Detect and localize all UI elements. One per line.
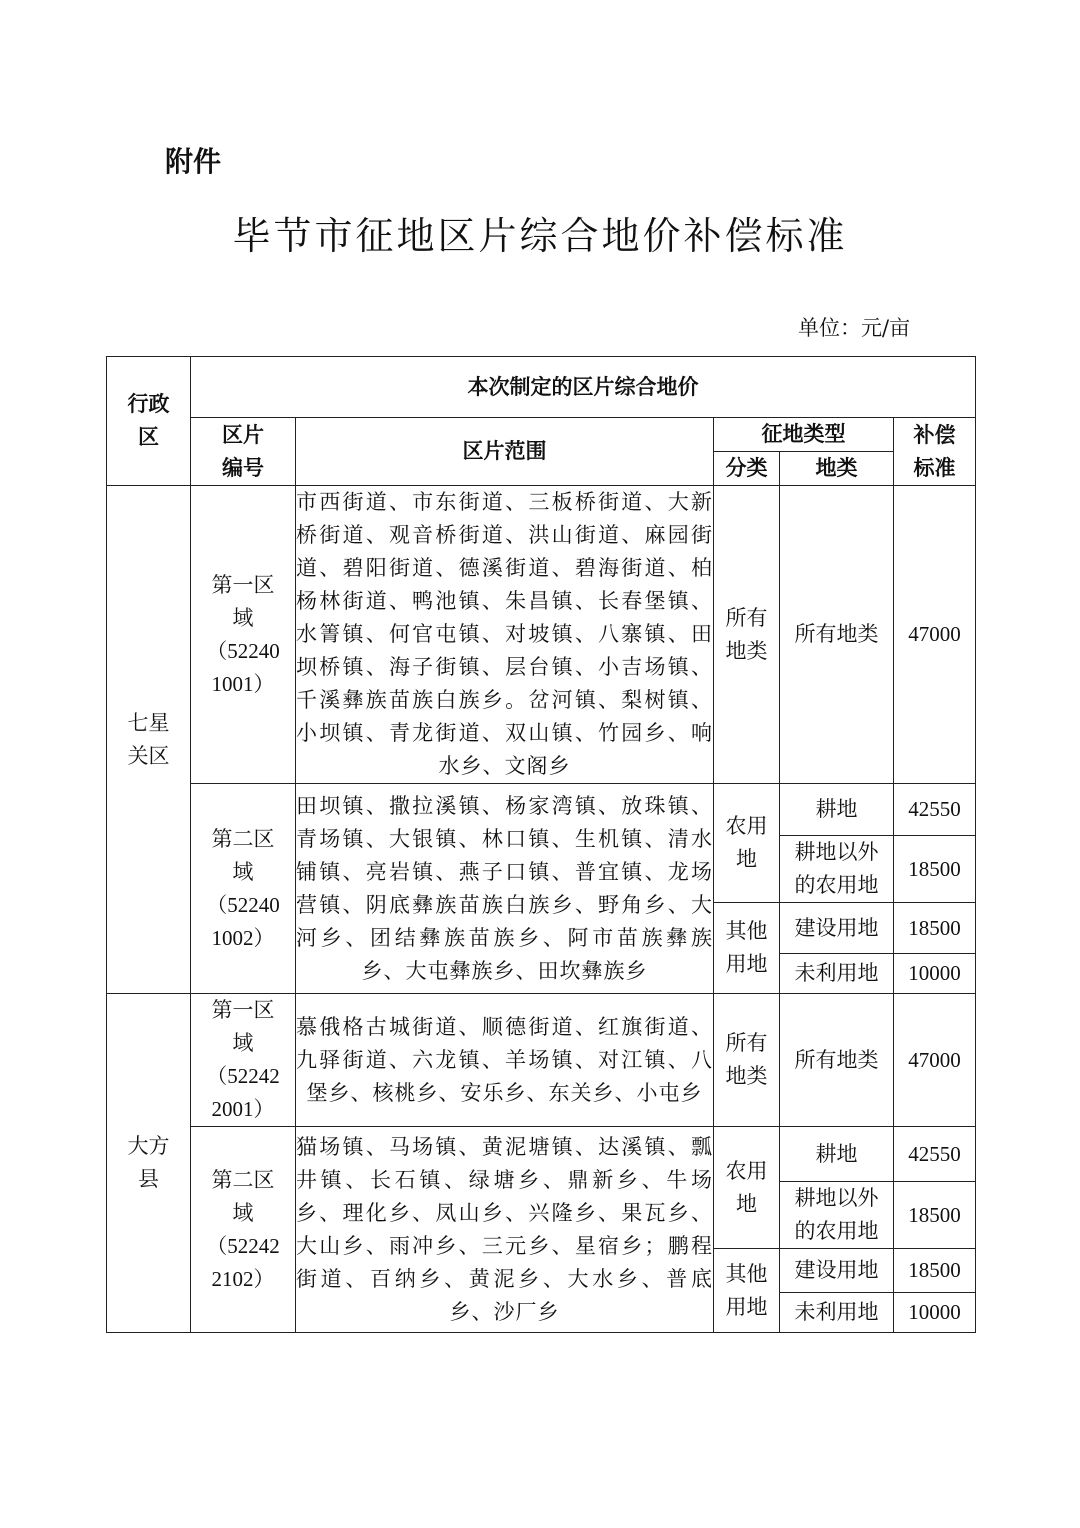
land-class: 耕地: [780, 1127, 894, 1182]
compensation-price: 42550: [894, 1127, 976, 1182]
land-class: 未利用地: [780, 1293, 894, 1333]
land-class: 建设用地: [780, 903, 894, 954]
compensation-price: 47000: [894, 994, 976, 1127]
compensation-table: [106, 356, 976, 1333]
zone-code: 第一区 域 （52242 2001）: [191, 994, 296, 1127]
table-row: [107, 486, 976, 784]
zone-code: 第一区 域 （52240 1001）: [191, 486, 296, 784]
land-category: 所有 地类: [714, 994, 780, 1127]
header-category: 分类: [714, 452, 780, 486]
compensation-price: 18500: [894, 1249, 976, 1293]
table-row: [107, 994, 976, 1127]
compensation-price: 18500: [894, 836, 976, 903]
compensation-price: 47000: [894, 486, 976, 784]
compensation-price: 18500: [894, 1182, 976, 1249]
header-zone-code: 区片 编号: [191, 418, 296, 486]
land-category: 所有 地类: [714, 486, 780, 784]
zone-code: 第二区 域 （52242 2102）: [191, 1127, 296, 1333]
compensation-price: 42550: [894, 784, 976, 836]
land-class: 所有地类: [780, 994, 894, 1127]
land-class: 未利用地: [780, 954, 894, 994]
header-compensation: 补偿 标准: [894, 418, 976, 486]
compensation-price: 10000: [894, 954, 976, 994]
zone-scope: 猫场镇、马场镇、黄泥塘镇、达溪镇、瓢井镇、长石镇、绿塘乡、鼎新乡、牛场乡、理化乡、凤山乡、兴隆乡、果瓦乡、大山乡、雨冲乡、三元乡、星宿乡；鹏程街道、百纳乡、黄泥乡、大水乡、普底乡、沙厂乡: [296, 1127, 714, 1333]
compensation-price: 18500: [894, 903, 976, 954]
land-class: 耕地: [780, 784, 894, 836]
land-class: 所有地类: [780, 486, 894, 784]
page-title: 毕节市征地区片综合地价补偿标准: [232, 214, 848, 258]
attachment-label: 附件: [165, 145, 222, 178]
header-land-type: 征地类型: [714, 418, 894, 452]
land-category: 农用 地: [714, 1127, 780, 1249]
compensation-price: 10000: [894, 1293, 976, 1333]
land-category: 农用 地: [714, 784, 780, 903]
zone-code: 第二区 域 （52240 1002）: [191, 784, 296, 994]
land-class: 建设用地: [780, 1249, 894, 1293]
header-admin-region: 行政 区: [107, 357, 191, 486]
zone-scope: 市西街道、市东街道、三板桥街道、大新桥街道、观音桥街道、洪山街道、麻园街道、碧阳街道、德溪街道、碧海街道、柏杨林街道、鸭池镇、朱昌镇、长春堡镇、水箐镇、何官屯镇、对坡镇、八寨镇、田坝桥镇、海子街镇、层台镇、小吉场镇、千溪彝族苗族白族乡。岔河镇、梨树镇、小坝镇、青龙街道、双山镇、竹园乡、响水乡、文阁乡: [296, 486, 714, 784]
table-row: [107, 784, 976, 836]
land-category: 其他 用地: [714, 1249, 780, 1333]
header-land-class: 地类: [780, 452, 894, 486]
unit-label: 单位：元/亩: [798, 316, 911, 340]
header-zone-price: 本次制定的区片综合地价: [191, 357, 976, 418]
header-zone-scope: 区片范围: [296, 418, 714, 486]
region-name: 大方 县: [107, 994, 191, 1333]
region-name: 七星 关区: [107, 486, 191, 994]
land-class: 耕地以外 的农用地: [780, 1182, 894, 1249]
zone-scope: 田坝镇、撒拉溪镇、杨家湾镇、放珠镇、青场镇、大银镇、林口镇、生机镇、清水铺镇、亮岩镇、燕子口镇、普宜镇、龙场营镇、阴底彝族苗族白族乡、野角乡、大河乡、团结彝族苗族乡、阿市苗族彝族乡、大屯彝族乡、田坎彝族乡: [296, 784, 714, 994]
land-category: 其他 用地: [714, 903, 780, 994]
zone-scope: 慕俄格古城街道、顺德街道、红旗街道、九驿街道、六龙镇、羊场镇、对江镇、八堡乡、核桃乡、安乐乡、东关乡、小屯乡: [296, 994, 714, 1127]
table-row: [107, 1127, 976, 1182]
land-class: 耕地以外 的农用地: [780, 836, 894, 903]
